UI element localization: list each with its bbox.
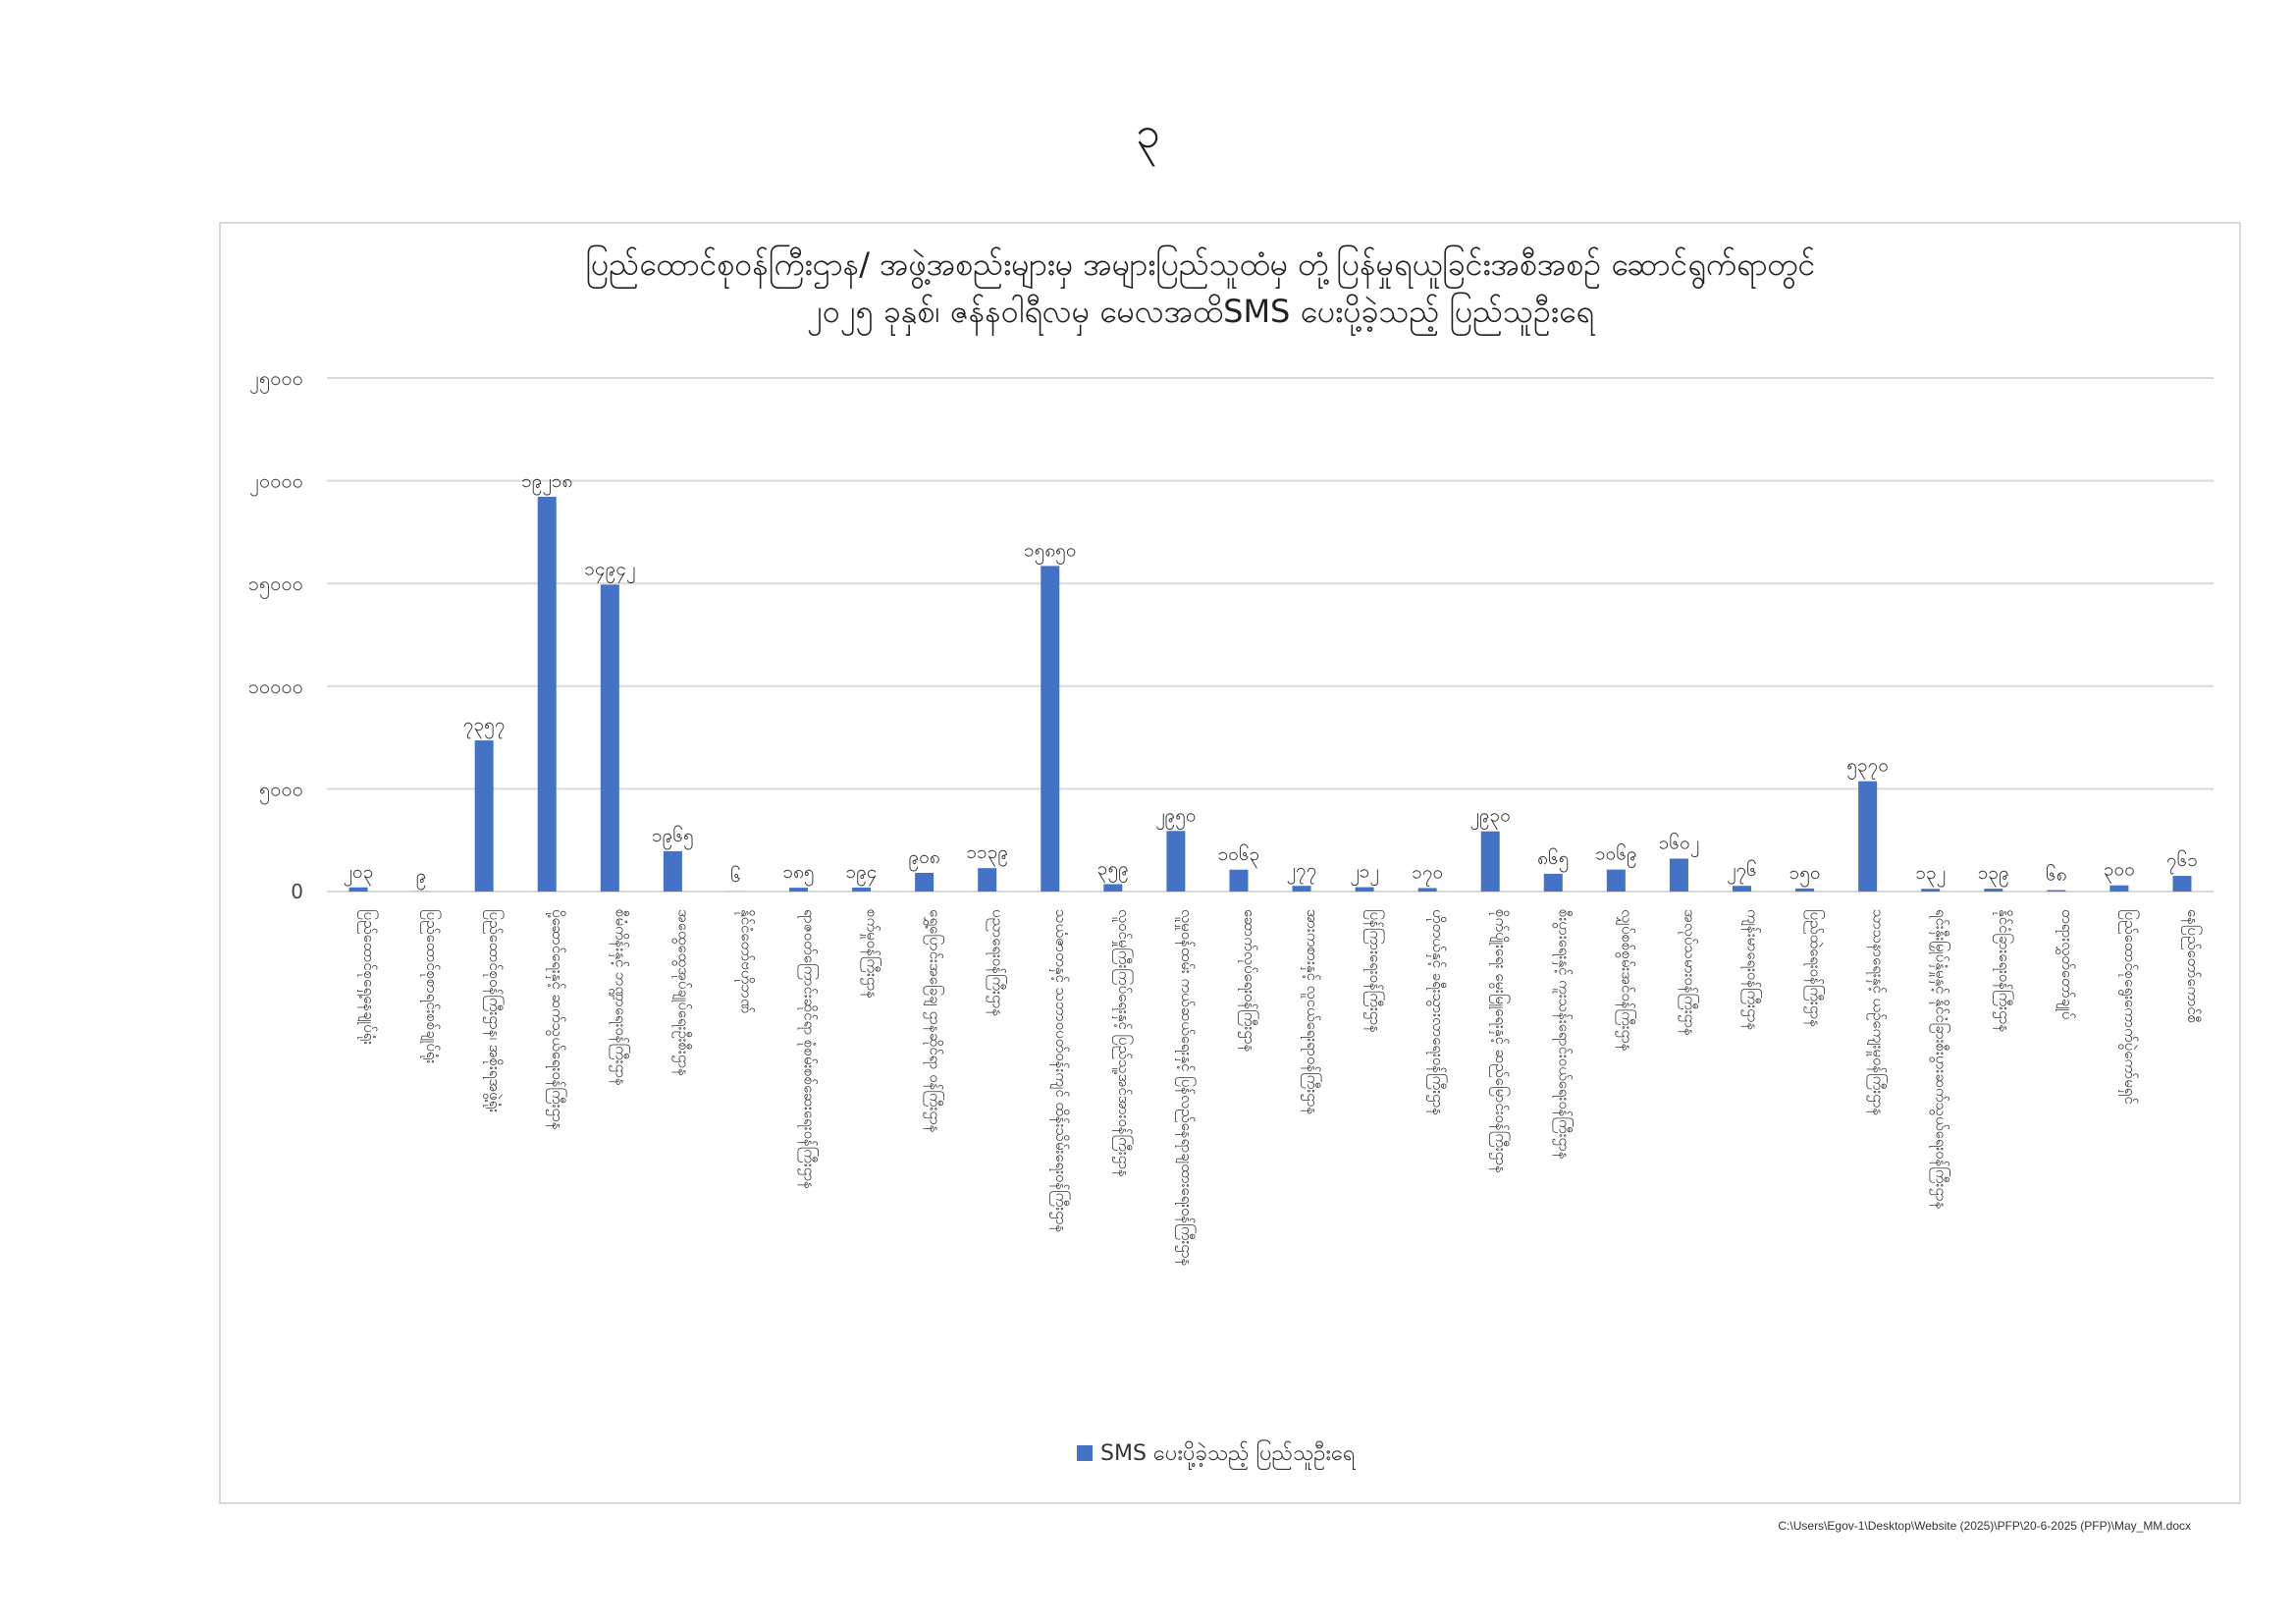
bar (664, 851, 682, 892)
bar (1229, 870, 1248, 892)
bar-data-label: ၁၉၂၁၈ (521, 469, 573, 492)
chart-title-line-2: ၂၀၂၅ ခုနှစ်၊ ဇန်နဝါရီလမှ မေလအထိSMS ပေးပို့ခဲ့သည့် ပြည်သူဦးရေ (807, 293, 1594, 330)
bar-data-label: ၇၃၅၇ (462, 714, 506, 736)
bar-data-label: ၂၉၅၀ (1155, 804, 1197, 827)
bar (601, 584, 619, 892)
bar-data-label: ၃၀၀ (2103, 858, 2135, 881)
footer-file-path: C:\Users\Egov-1\Desktop\Website (2025)\PFP\20-6-2025 (PFP)\May_MM.docx (1778, 1519, 2191, 1533)
bar (789, 888, 808, 892)
bar (1418, 888, 1437, 892)
y-tick-label: 0 (291, 880, 303, 903)
x-tick-label: စက်မှုဝန်ကြီးဌာန (863, 909, 881, 1000)
bar-data-label: ၁၄၉၄၂ (584, 558, 636, 580)
bar (1984, 889, 2002, 892)
x-tick-label: စီမံကိန်းနှင့် ဘဏ္ဍာရေးဝန်ကြီးဌာန (612, 909, 630, 1086)
bar-data-label: ၉ (415, 864, 427, 887)
bar (1481, 832, 1500, 892)
bar (1858, 782, 1877, 892)
x-tick-label: ဟိုတယ်နှင့် ခရီးသွားလာရေးဝန်ကြီးဌာန (1429, 909, 1448, 1116)
bar (1166, 831, 1185, 892)
x-tick-label: နိုင်ငံခြားရေးဝန်ကြီးဌာန (1995, 909, 2013, 1033)
bars (349, 497, 2192, 892)
legend-swatch (1077, 1445, 1093, 1461)
bar-data-label: ၂၀၃ (343, 860, 374, 883)
x-tick-label: ရင်းနှီးမြှုပ်နှံမှုနှင့် နိုင်ငံခြားစီးပွားဆက်သွယ်ရေးဝန်ကြီးဌာန (1932, 909, 1950, 1210)
x-tick-label: ကျန်းမာရေးဝန်ကြီးဌာန (1743, 909, 1762, 1031)
bar (915, 873, 934, 892)
bar (1733, 886, 1751, 892)
bar (978, 868, 996, 892)
bar (2047, 891, 2065, 892)
bar-data-label: ၇၆၁ (2165, 849, 2198, 872)
x-tick-label: တရားလွှတ်တော်ချုပ် (2057, 909, 2076, 1020)
x-tick-label: ပြည်ထဲရေးဝန်ကြီးဌာန (1806, 909, 1825, 1028)
bar (1670, 858, 1688, 892)
bar (1795, 889, 1814, 892)
bar-data-label: ၁၃၂ (1915, 862, 1947, 885)
bar-data-label: ၁၈၅ (782, 861, 815, 884)
legend (1077, 1439, 1356, 1470)
x-tick-label: နိုင်ငံတော်ဗဟိုဘဏ် (737, 909, 756, 1014)
x-tick-label: ပြည်ထောင်စုစာရင်းစစ်ချုပ်ရုံး (423, 909, 442, 1064)
bar-data-label: ၂၇၆ (1727, 859, 1757, 882)
bar-data-label: ၂၇၇ (1286, 859, 1317, 882)
bar (1544, 874, 1563, 892)
x-axis-labels (357, 909, 2203, 1267)
x-tick-label: အထွေထွေအုပ်ချုပ်ရေးဦးစီးဌာန (674, 909, 693, 1077)
bar-data-label: ၃၅၉ (1096, 857, 1129, 880)
bar (2172, 876, 2191, 892)
x-tick-label: အလုပ်သမားဝန်ကြီးဌာန (1681, 909, 1699, 1036)
x-tick-label: သယံဇာတနှင့် သဘာဝပတ်ဝန်းကျင် ထိန်းသိမ်းရေးဝန်ကြီးဌာန (1051, 909, 1070, 1233)
x-tick-label: သာသနာရေးနှင့် ယဉ်ကျေးမှုဝန်ကြီးဌာန (1869, 909, 1888, 1116)
bar-data-label: ၁၉၄ (845, 860, 878, 883)
bar-data-label: ၈၆၅ (1537, 846, 1570, 869)
x-tick-label: ပြည်ထောင်စုရှေ့နေချုပ်ရုံး (360, 909, 379, 1046)
y-tick-label: ၅၀၀၀ (259, 777, 303, 801)
bar-data-label: ၁၅၀ (1789, 861, 1821, 884)
bar-data-label: ၂၁၂ (1350, 860, 1379, 883)
y-axis-ticks (248, 366, 303, 903)
bar (1041, 566, 1059, 892)
x-tick-label: စီးပွားရေးနှင့် ကူးသန်းရောင်းဝယ်ရေးဝန်ကြီးဌာန (1555, 909, 1574, 1160)
bar-data-label: ၉၀၈ (908, 846, 940, 869)
x-tick-label: ပညာရေးဝန်ကြီးဌာန (988, 909, 1007, 1017)
x-tick-label: လျှပ်စစ်စွမ်းအင်ဝန်ကြီးဌာန (1618, 909, 1636, 1052)
x-tick-label: ဆောက်လုပ်ရေးဝန်ကြီးဌာန (1240, 909, 1258, 1053)
y-tick-label: ၁၅၀၀၀ (247, 571, 303, 596)
bar (2109, 886, 2128, 892)
bar-data-label: ၁၉၆၅ (651, 824, 694, 846)
bar-data-label: ၁၅၈၅၀ (1023, 539, 1077, 562)
bar-data-label: ၆၈ (2046, 863, 2067, 886)
bar-data-label: ၁၆၀၂ (1658, 832, 1700, 854)
chart-title (586, 245, 1816, 336)
bar (1921, 889, 1940, 892)
bar-data-label: ၁၁၃၉ (966, 841, 1009, 864)
x-tick-label: စိုက်ပျိုးရေး မွေးမြူရေးနှင့် ဆည်မြောင်းဝန်ကြီးဌာန (1492, 909, 1511, 1173)
bar (1293, 886, 1311, 892)
bar (852, 888, 871, 892)
bar-data-label: ၅၃၇၀ (1846, 754, 1890, 777)
bar-chart (219, 222, 2241, 1504)
x-tick-label: ပို့ဆောင်ရေးနှင့် ဆက်သွယ်ရေးဝန်ကြီးဌာန (549, 909, 567, 1130)
bar (1607, 870, 1626, 892)
bar-data-label: ၁၇၀ (1412, 861, 1444, 884)
x-tick-label: နေပြည်တော်ကောင်စီ (2183, 909, 2202, 1024)
y-tick-label: ၂၅၀၀၀ (249, 366, 303, 390)
y-tick-label: ၂၀၀၀၀ (249, 468, 303, 493)
bar (538, 497, 557, 892)
bar (1103, 884, 1122, 892)
bar (349, 888, 368, 892)
x-tick-label: ရွှေ့ပြောင်းအခြေချ ဌာနဆိုင်ရာ ဝန်ကြီးဌာန (926, 909, 944, 1133)
x-tick-label: ပြန်ကြားရေးဝန်ကြီးဌာန (1366, 909, 1385, 1034)
page-number: ၃ (1136, 108, 1160, 158)
x-tick-label: ရာဇဝတ်ကြောင်းဆိုင်ရာ စုံစမ်းစစ်ဆေးရေးဝန်ကြီးဌာန (800, 909, 819, 1190)
x-tick-label: အားကစားနှင့် လူငယ်ရေးရာဝန်ကြီးဌာန (1304, 909, 1322, 1115)
bar (1356, 888, 1374, 892)
y-tick-label: ၁၀၀၀၀ (247, 674, 303, 698)
data-labels (344, 470, 2198, 891)
bar (475, 740, 494, 892)
bar-data-label: ၂၉၃၀ (1469, 804, 1511, 827)
bar-data-label: ၁၀၆၃ (1217, 842, 1260, 865)
x-tick-label: ပြည်ထောင်စုဝန်ကြီးဌာန၊ အစိုးရအဖွဲ့ရုံး (486, 909, 505, 1113)
x-tick-label: လူဝင်မှုကြီးကြပ်ရေးနှင့် ပြည်သူ့အင်အားဝန်ကြီးဌာန (1114, 909, 1133, 1177)
bar-data-label: ၁၃၉ (1977, 862, 2009, 885)
x-tick-label: ပြည်ထောင်စုရွေးကောက်ပွဲကော်မရှင် (2120, 909, 2139, 1105)
legend-label: SMS ပေးပို့ခဲ့သည့် ပြည်သူဦးရေ (1100, 1441, 1356, 1466)
bar-data-label: ၁၀၆၉ (1594, 842, 1637, 865)
bar-data-label: ၆ (730, 864, 741, 887)
x-tick-label: လူမှုဝန်ထမ်း ကယ်ဆယ်ရေးနှင့် ပြန်လည်နေရာချထားရေးဝန်ကြီးဌာန (1177, 909, 1196, 1267)
chart-title-line-1: ပြည်ထောင်စုဝန်ကြီးဌာန/ အဖွဲ့အစည်းများမှ အများပြည်သူထံမှ တုံ့ပြန်မှုရယူခြင်းအစီအစဉ် ဆောင်ရွက်ရာတွင် (585, 245, 1816, 283)
